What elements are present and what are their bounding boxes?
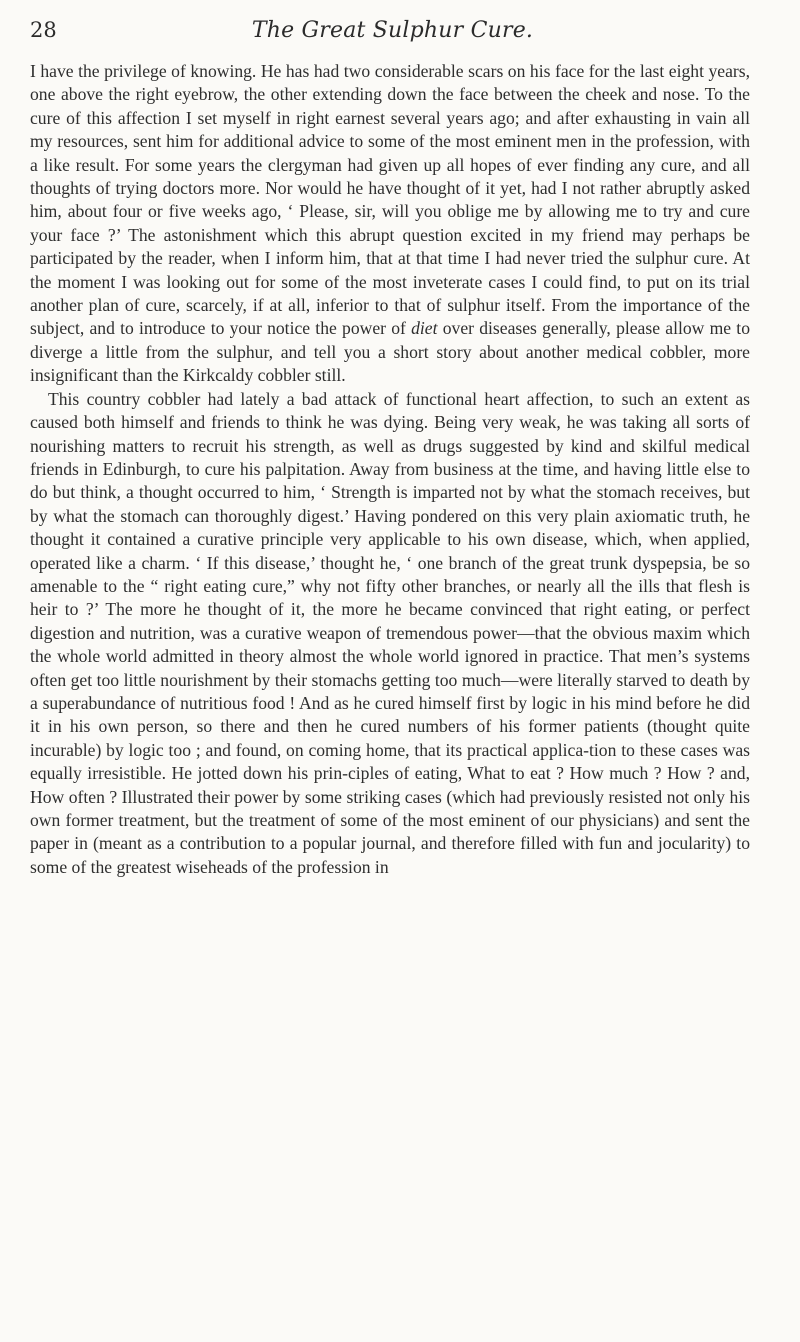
paragraph-2: This country cobbler had lately a bad attack of functional heart affection, to such an extent as caused both himself and friends to think he was dying. Being very weak, he was taking all sorts of nourishing matters to recruit his strength, as well as drugs suggested by kind and skilful medical friends in Edinburgh, to cure his palpitation. Away from business at the time, and having little else to do but think, a thought occurred to him, ‘ Strength is imparted not by what the stomach receives, but by what the stomach can thoroughly digest.’ Having pondered on this very plain axiomatic truth, he thought it contained a curative principle very applicable to his own disease, which, when applied, operated like a charm. ‘ If this disease,’ thought he, ‘ one branch of the great trunk dyspepsia, be so amenable to the “ right eating cure,” why not fifty other branches, or nearly all the ills that flesh is heir to ?’ The more he thought of it, the more he became convinced that right eating, or perfect digestion and nutrition, was a curative weapon of tremendous power—that the obvious maxim which the whole world admitted in theory almost the whole world ignored in practice. That men’s systems often get too little nourishment by their stomachs getting too much—were literally starved to death by a superabundance of nutritious food ! And as he cured himself first by logic in his mind before he did it in his own person, so there and then he cured numbers of his former patients (thought quite incurable) by logic too ; and found, on coming home, that its practical applica-tion to these cases was equally irresistible. He jotted down his prin-ciples of eating, What to eat ? How much ? How ? and, How often ? Illustrated their power by some striking cases (which had previously resisted not only his own former treatment, but the treatment of some of the most eminent of our physicians) and sent the paper in (meant as a contribution to a popular journal, and therefore filled with fun and jocularity) to some of the greatest wiseheads of the profession in <box>30 388 750 877</box>
paragraph-1-text-after: over diseases generally, please allow me to diverge a little from the sulphur, and tell you a short story about another medical cobbler, more insignificant than the Kirkcaldy cobbler still. <box>30 318 750 386</box>
paragraph-1-text-before: I have the privilege of knowing. He has had two considerable scars on his face for the last eight years, one above the right eyebrow, the other extending down the face between the cheek and nose. To the cure of this affection I set myself in right earnest several years ago; and after exhausting in vain all my resources, sent him for additional advice to some of the most eminent men in the profession, with a like result. For some years the clergyman had given up all hopes of ever finding any cure, and all thoughts of trying doctors more. Nor would he have thought of it yet, had I not rather abruptly asked him, about four or five weeks ago, ‘ Please, sir, will you oblige me by allowing me to try and cure your face ?’ The astonishment which this abrupt question excited in my friend may perhaps be participated by the reader, when I inform him, that at that time I had never tried the sulphur cure. At the moment I was looking out for some of the most inveterate cases I could find, to put on its trial another plan of cure, scarcely, if at all, inferior to that of sulphur itself. From the importance of the subject, and to introduce to your notice the power of <box>30 61 750 339</box>
emphasis-diet: diet <box>411 318 438 339</box>
running-title: The Great Sulphur Cure. <box>251 18 534 43</box>
paragraph-1 <box>30 60 750 388</box>
page-number: 28 <box>30 18 57 42</box>
page-header <box>30 18 755 48</box>
body-text <box>30 60 750 879</box>
